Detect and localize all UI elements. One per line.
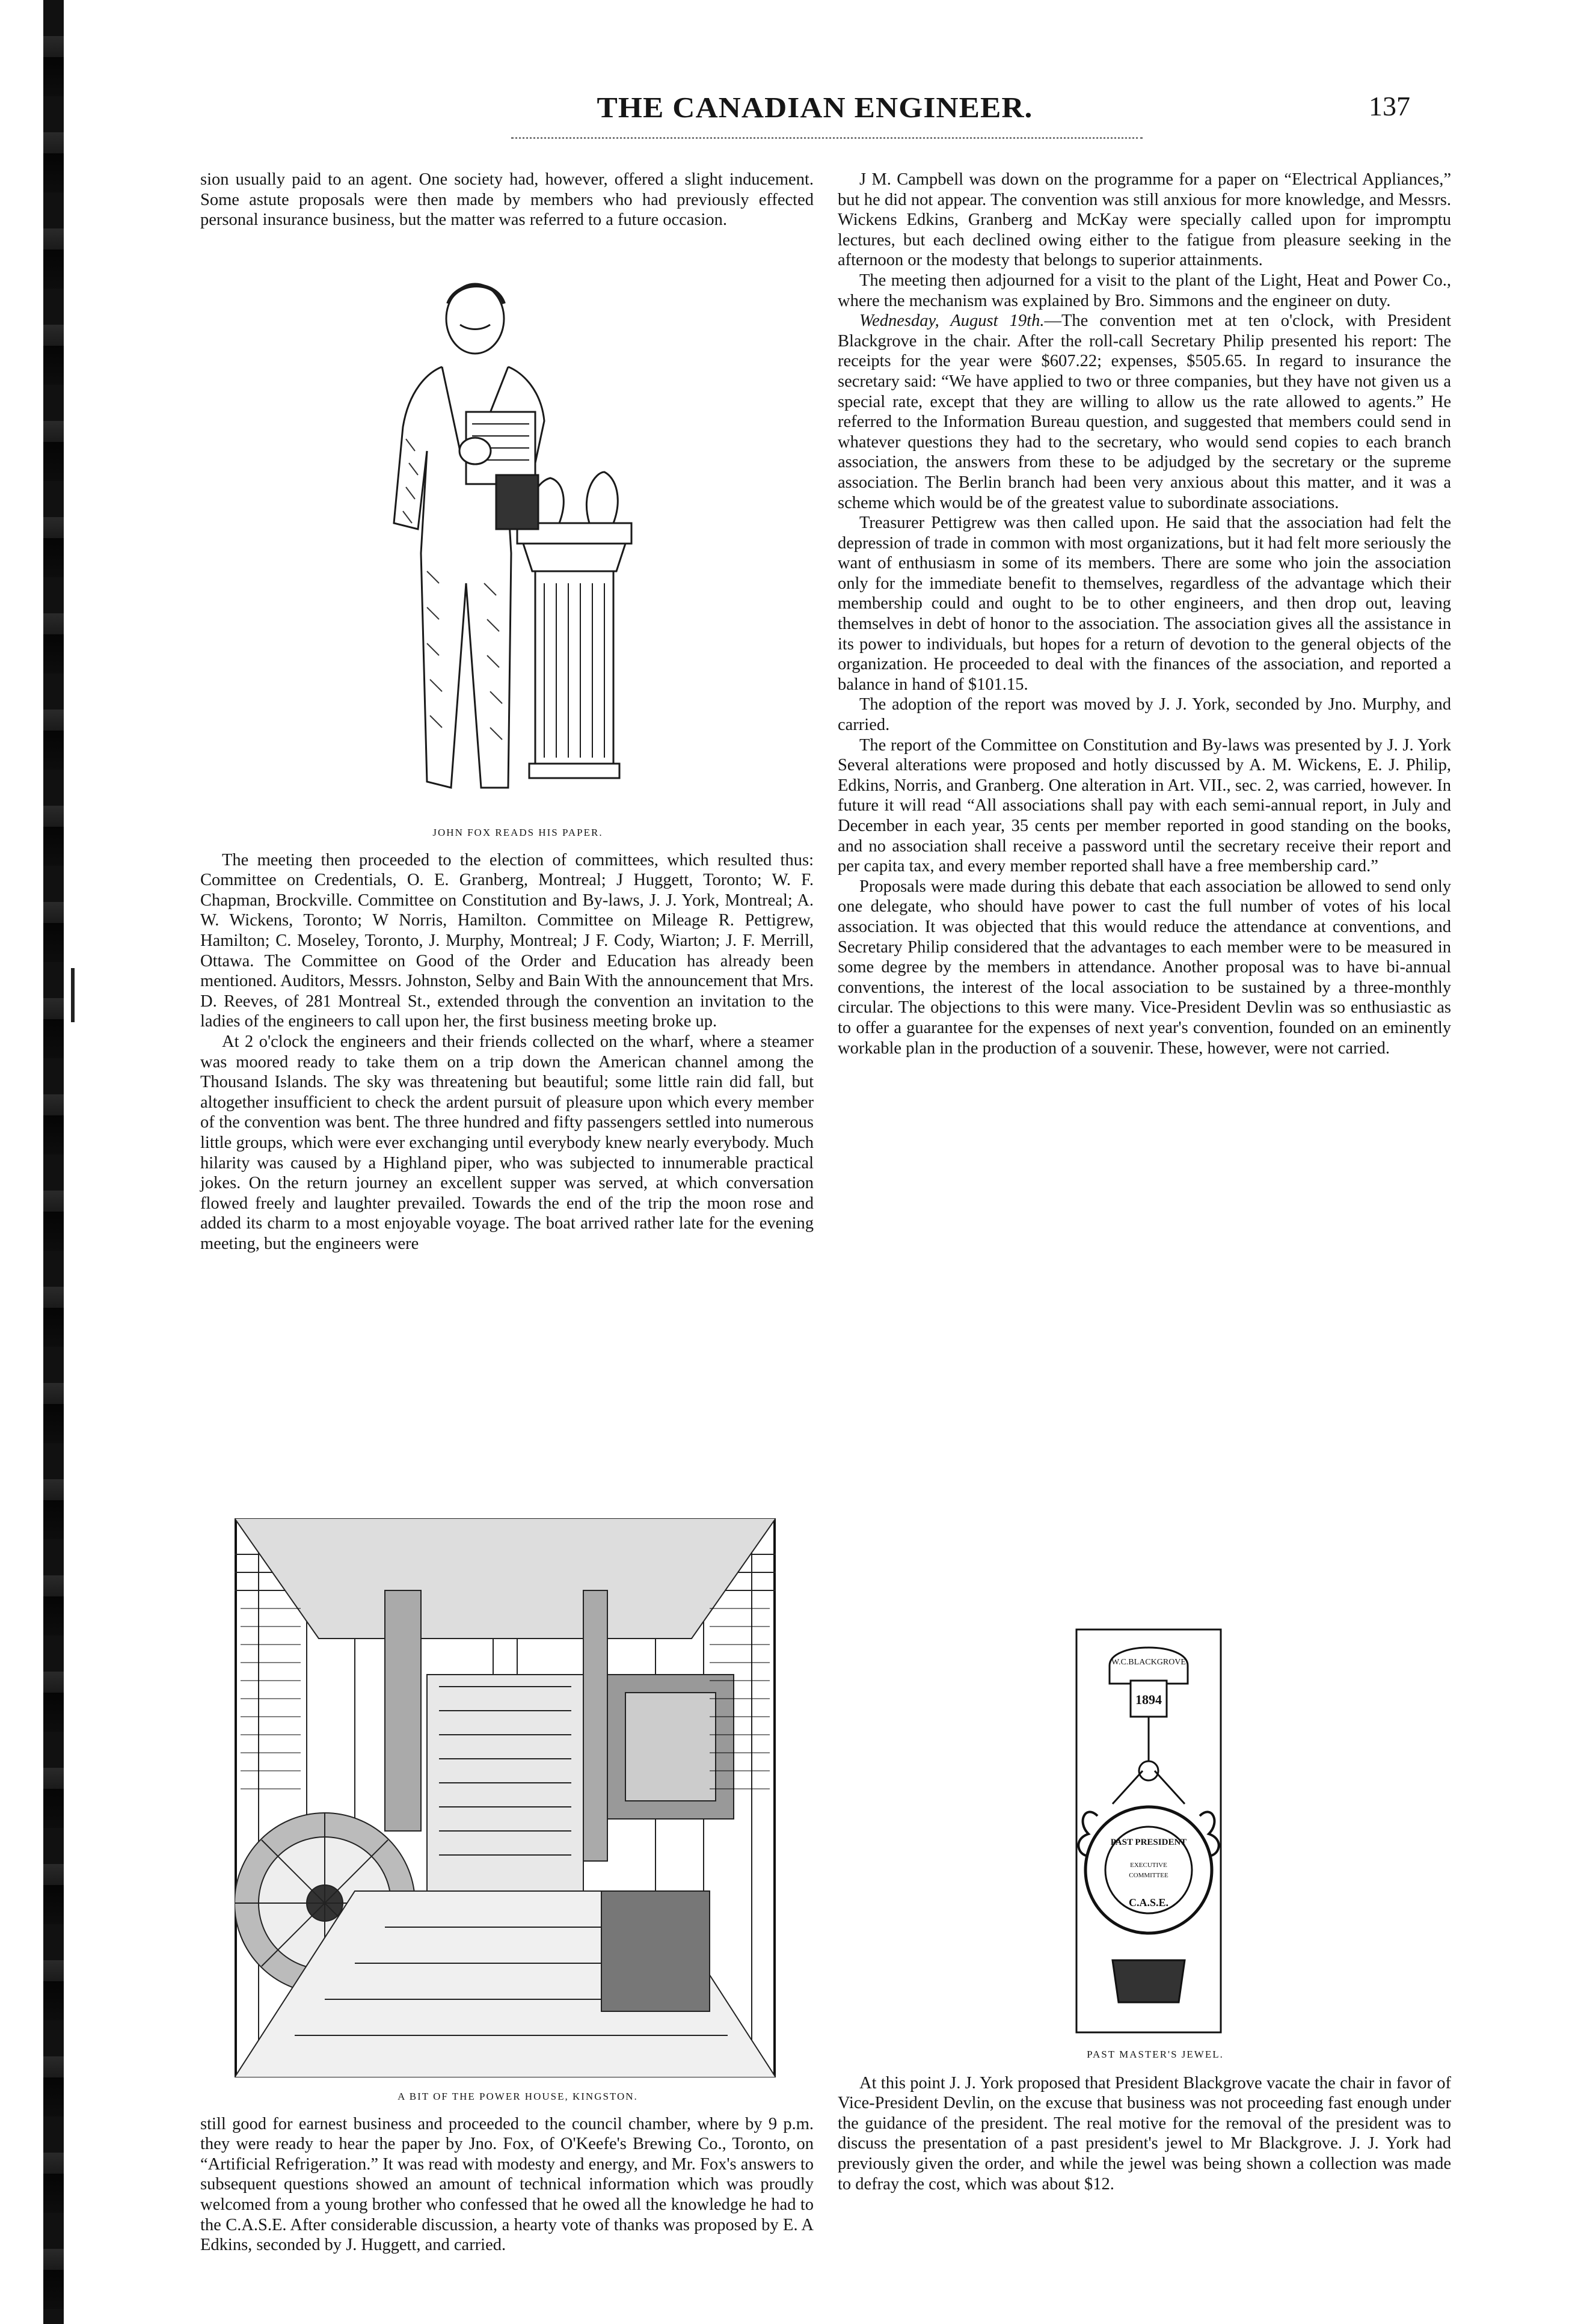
header-rule: [511, 137, 1143, 139]
paragraph: Treasurer Pettigrew was then called upon. He said that the association had felt the depression of trade in common with most organizations, but it had felt more seriously the want of enthusiasm in some of its members. There are some who join the association only for the immediate benefit to themselves, regardless of the advantage which their membership could and ought to be to other engineers, and then drop out, leaving themselves in debt of honor to the association. The association gives all the assistance in its power to individuals, but hopes for a return of devotion to the general objects of the organization. He proceeded to deal with the finances of the association, and reported a balance in hand of $101.15.: [838, 514, 1451, 694]
page-header: [198, 90, 1479, 138]
power-house-engraving: [235, 1518, 776, 2077]
power-house-caption: A BIT OF THE POWER HOUSE, KINGSTON.: [398, 2091, 638, 2102]
paragraph: [838, 311, 1451, 513]
page-number: 137: [1369, 91, 1410, 121]
jewel-caption: PAST MASTER'S JEWEL.: [1087, 2049, 1224, 2060]
jewel-medallion-sub1: EXECUTIVE: [1130, 1862, 1167, 1869]
jewel-medallion-bottom: C.A.S.E.: [1128, 1896, 1169, 1909]
paragraph: J M. Campbell was down on the programme for a paper on “Electrical Appliances,” but he did not appear. The convention was still anxious for more knowledge, and Messrs. Wickens Edkins, Granberg and McKay were specially called upon for impromptu lectures, but each declined owing either to the fatigue from pleasure seeking in the afternoon or the modesty that belongs to superior attainments.: [838, 170, 1451, 270]
paragraph: The adoption of the report was moved by J. J. York, seconded by Jno. Murphy, and carried.: [838, 695, 1451, 735]
binding-mark: [71, 968, 75, 1022]
jewel-medallion-sub2: COMMITTEE: [1129, 1872, 1168, 1879]
paragraph: still good for earnest business and proceeded to the council chamber, where by 9 p.m. they were ready to hear the paper by Jno. Fox, of O'Keefe's Brewing Co., Toronto, on “Artificial Refrigeration.” It was read with modesty and energy, and Mr. Fox's answers to subsequent questions showed an amount of technical information which was proudly welcomed from a young brother who confessed that he owed all the knowledge he had to the C.A.S.E. After considerable discussion, a hearty vote of thanks was proposed by E. A Edkins, seconded by J. Huggett, and carried.: [200, 2114, 814, 2255]
fox-caption: JOHN FOX READS HIS PAPER.: [432, 827, 603, 838]
date-heading: Wednesday, August 19th.: [859, 311, 1045, 331]
paragraph: Proposals were made during this debate that each association be allowed to send only one delegate, who should have power to cast the full number of votes of his local association. It was objected that this would reduce the attendance at conventions, and Secretary Philip considered that the advantages to each member were to be measured in some degree by the members in attendance. Another proposal was to have bi-annual conventions, the interest of the local association to be sustained by a three-monthly circular. The objections to this were many. Vice-President Devlin was so enthusiastic as to offer a guarantee for the expenses of next year's convention, founded on an eminently workable plan in the production of a souvenir. These, however, were not carried.: [838, 877, 1451, 1058]
journal-title: THE CANADIAN ENGINEER.: [597, 91, 1033, 124]
binding-edge: [43, 0, 64, 2324]
paragraph-text: —The convention met at ten o'clock, with President Blackgrove in the chair. After the roll-call Secretary Philip presented his report: The receipts for the year were $607.22; expenses, $505.65. In regard to insurance the secretary said: “We have applied to two or three companies, but they have not given us a special rate, except that they are willing to allow us the rate allowed to agents.” He referred to the Information Bureau question, and suggested that members could send in whatever questions they had to the secretary, who would send copies to each branch association, the answers from these to be adjudged by the secretary or the supreme association. The Berlin branch had been very anxious about this matter, and it was a scheme which would be of the greatest value to subordinate associations.: [838, 311, 1451, 512]
jewel-medallion-text: PAST PRESIDENT: [1110, 1838, 1187, 1847]
paragraph: At 2 o'clock the engineers and their friends collected on the wharf, where a steamer was moored ready to take them on a trip down the American channel among the Thousand Islands. The sky was threatening but beautiful; some little rain did fall, but altogether insufficient to check the ardent pursuit of pleasure upon which every member of the convention was bent. The three hundred and fifty passengers settled into numerous little groups, which were ever exchanging until everybody knew nearly everybody. Much hilarity was caused by a Highland piper, who was subjected to innumerable practical jokes. On the return journey an excellent supper was served, at which conversation flowed freely and laughter prevailed. Towards the end of the trip the moon rose and added its charm to a most enjoyable voyage. The boat arrived rather late for the evening meeting, but the engineers were: [200, 1032, 814, 1253]
jewel-year: 1894: [1135, 1692, 1162, 1707]
right-column-bottom: [838, 2044, 1451, 2194]
left-column-top: [200, 170, 814, 230]
paragraph: sion usually paid to an agent. One society had, however, offered a slight inducement. Some astute proposals were then made by members who had previously effected personal insurance business, but the matter was referred to a future occasion.: [200, 170, 814, 230]
paragraph: The meeting then proceeded to the election of committees, which resulted thus: Committee on Credentials, O. E. Granberg, Montreal; J Huggett, Toronto; W. F. Chapman, Brockville. Committee on Constitution and By-laws, J. J. York, Montreal; A. W. Wickens, Toronto; W Norris, Hamilton. Committee on Mileage R. Pettigrew, Hamilton; C. Moseley, Toronto, J. Murphy, Montreal; J F. Cody, Wiarton; J. F. Merrill, Ottawa. The Committee on Good of the Order and Education has already been mentioned. Auditors, Messrs. Johnston, Selby and Bain With the announcement that Mrs. D. Reeves, of 281 Montreal St., extended through the convention an invitation to the ladies of the engineers to call upon her, the first business meeting broke up.: [200, 850, 814, 1031]
jewel-illustration: [1052, 1623, 1245, 2038]
paragraph: The meeting then adjourned for a visit to the plant of the Light, Heat and Power Co., where the mechanism was explained by Bro. Simmons and the engineer on duty.: [838, 271, 1451, 310]
left-column-middle: [200, 823, 814, 1254]
right-column: [838, 170, 1451, 1058]
paragraph: At this point J. J. York proposed that President Blackgrove vacate the chair in favor of Vice-President Devlin, on the excuse that business was not proceeding fast enough under the guidance of the president. The real motive for the removal of the president was to discuss the presentation of a past president's jewel to Mr Blackgrove. J. J. York had previously given the order, and while the jewel was being shown a collection was made to defray the cost, which was about $12.: [838, 2073, 1451, 2194]
left-column-bottom: [200, 2086, 814, 2255]
jewel-top-text: W.C.BLACKGROVE: [1111, 1658, 1186, 1667]
paragraph: The report of the Committee on Constitution and By-laws was presented by J. J. York Several alterations were proposed and hotly discussed by A. M. Wickens, E. J. Philip, Edkins, Norris, and Granberg. One alteration in Art. VII., sec. 2, was carried, however. In future it will read “All associations shall pay with each semi-annual report, in July and December in each year, 35 cents per member reported in good standing on the books, and no association shall receive a password until the secretary receive their report and per capita tax, and every member reported shall have a free membership card.”: [838, 735, 1451, 876]
fox-illustration: [337, 271, 674, 818]
